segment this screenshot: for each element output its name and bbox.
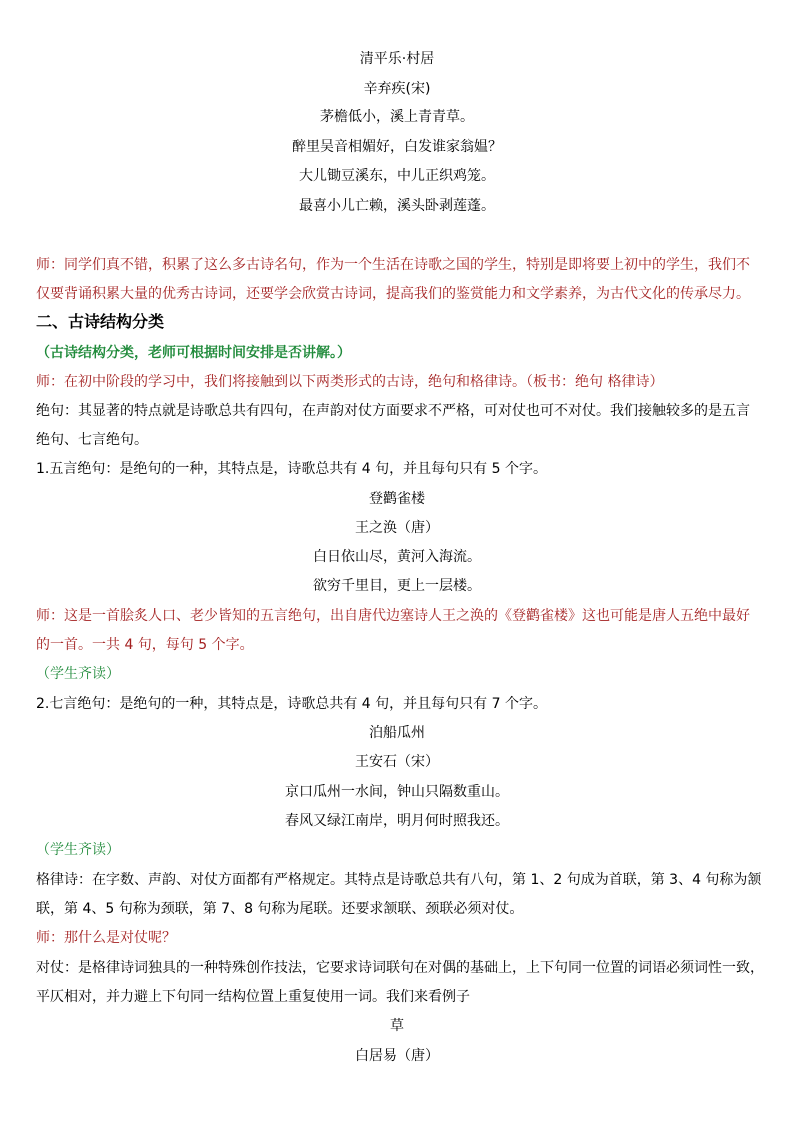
- poem2-author: 王之涣（唐）: [355, 520, 439, 536]
- poem3-line-1: 京口瓜州一水间，钟山只隔数重山。: [285, 784, 509, 800]
- teacher-intro: 师：在初中阶段的学习中，我们将接触到以下两类形式的古诗，绝句和格律诗。（板书：绝句 格律诗）: [36, 374, 664, 390]
- gelv-definition-line-2: 联，第 4、5 句称为颈联，第 7、8 句称为尾联。还要求颔联、颈联必须对仗。: [36, 901, 524, 917]
- duizhang-definition-line-2: 平仄相对，并力避上下句同一结构位置上重复使用一词。我们来看例子: [36, 989, 470, 1005]
- teacher-paragraph-1-line-2: 仅要背诵积累大量的优秀古诗词，还要学会欣赏古诗词，提高我们的鉴赏能力和文学素养，为古代文化的传承尽力。: [36, 286, 750, 302]
- qiyan-definition: 2.七言绝句：是绝句的一种，其特点是，诗歌总共有 4 句，并且每句只有 7 个字。: [36, 696, 547, 712]
- poem1-author: 辛弃疾(宋): [363, 81, 431, 97]
- students-read-note-2: （学生齐读）: [36, 842, 120, 858]
- students-read-note-1: （学生齐读）: [36, 666, 120, 682]
- teacher-paragraph-1-line-1: 师：同学们真不错，积累了这么多古诗名句，作为一个生活在诗歌之国的学生，特别是即将要上初中的学生，我们不: [36, 257, 750, 273]
- teacher-paragraph-2-line-1: 师：这是一首脍炙人口、老少皆知的五言绝句，出自唐代边塞诗人王之涣的《登鹳雀楼》这也可能是唐人五绝中最好: [36, 608, 750, 624]
- poem1-line-4: 最喜小儿亡赖，溪头卧剥莲蓬。: [299, 198, 495, 214]
- teacher-paragraph-2-line-2: 的一首。一共 4 句，每句 5 个字。: [36, 637, 254, 653]
- jueju-definition-line-2: 绝句、七言绝句。: [36, 432, 148, 448]
- poem2-title: 登鹳雀楼: [369, 491, 425, 507]
- poem3-line-2: 春风又绿江南岸，明月何时照我还。: [285, 813, 509, 829]
- teacher-question: 师：那什么是对仗呢？: [36, 930, 176, 946]
- section-note: （古诗结构分类，老师可根据时间安排是否讲解。）: [36, 345, 351, 361]
- poem1-line-2: 醉里吴音相媚好，白发谁家翁媪？: [292, 139, 502, 155]
- poem3-author: 王安石（宋）: [355, 754, 439, 770]
- poem1-title: 清平乐·村居: [359, 51, 435, 67]
- jueju-definition-line-1: 绝句：其显著的特点就是诗歌总共有四句，在声韵对仗方面要求不严格，可对仗也可不对仗。我们接触较多的是五言: [36, 403, 750, 419]
- poem2-line-1: 白日依山尽，黄河入海流。: [313, 549, 481, 565]
- wuyan-definition: 1.五言绝句：是绝句的一种，其特点是，诗歌总共有 4 句，并且每句只有 5 个字。: [36, 461, 547, 477]
- section-heading: 二、古诗结构分类: [36, 312, 165, 331]
- poem3-title: 泊船瓜州: [369, 725, 425, 741]
- poem2-line-2: 欲穷千里目，更上一层楼。: [313, 578, 481, 594]
- poem4-author: 白居易（唐）: [355, 1048, 439, 1064]
- gelv-definition-line-1: 格律诗：在字数、声韵、对仗方面都有严格规定。其特点是诗歌总共有八句，第 1、2 句成为首联，第 3、4 句称为颔: [36, 872, 762, 888]
- poem4-title: 草: [390, 1018, 404, 1034]
- poem1-line-1: 茅檐低小，溪上青青草。: [320, 109, 474, 125]
- duizhang-definition-line-1: 对仗：是格律诗词独具的一种特殊创作技法，它要求诗词联句在对偶的基础上，上下句同一位置的词语必须词性一致，: [36, 960, 764, 976]
- poem1-line-3: 大儿锄豆溪东，中儿正织鸡笼。: [299, 168, 495, 184]
